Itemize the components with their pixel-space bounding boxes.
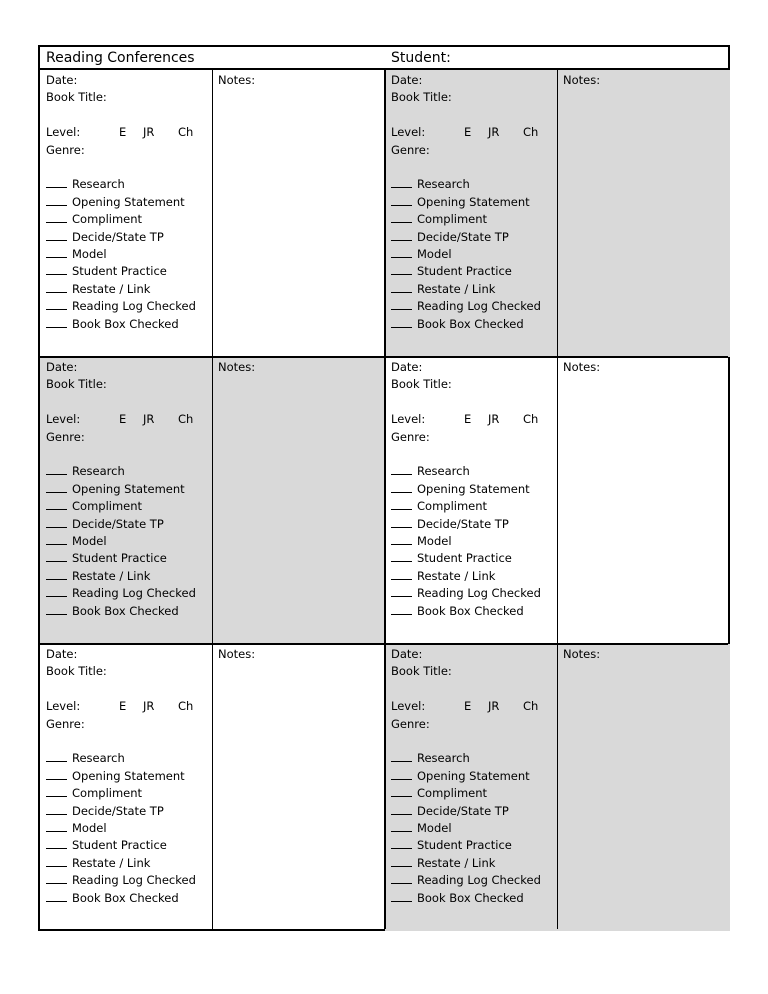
checklist-label: Compliment bbox=[417, 499, 488, 514]
checklist-label: Book Box Checked bbox=[417, 890, 524, 905]
level-option-e[interactable]: E bbox=[119, 125, 127, 140]
genre-field[interactable]: Genre: bbox=[391, 142, 430, 157]
notes-area-6[interactable] bbox=[558, 644, 730, 931]
check-blank[interactable] bbox=[391, 822, 412, 832]
check-blank[interactable] bbox=[391, 518, 412, 528]
checklist-item[interactable] bbox=[391, 768, 558, 785]
notes-area-2[interactable] bbox=[558, 70, 730, 357]
level-label: Level: bbox=[391, 125, 426, 140]
checklist-item[interactable] bbox=[46, 298, 213, 315]
check-blank[interactable] bbox=[391, 265, 412, 275]
checklist-item[interactable] bbox=[46, 837, 213, 854]
checklist-item[interactable] bbox=[391, 211, 558, 228]
checklist-label: Compliment bbox=[417, 212, 488, 227]
checklist-item[interactable] bbox=[391, 750, 558, 767]
checklist-label: Research bbox=[417, 751, 470, 766]
checklist-label: Restate / Link bbox=[417, 281, 496, 296]
conference-sheet bbox=[38, 45, 730, 931]
checklist-label: Opening Statement bbox=[72, 768, 185, 783]
student-label: Student: bbox=[391, 50, 451, 66]
checklist-label: Book Box Checked bbox=[72, 890, 179, 905]
checklist-label: Reading Log Checked bbox=[72, 299, 196, 314]
check-blank[interactable] bbox=[391, 300, 412, 310]
checklist-label: Book Box Checked bbox=[417, 603, 524, 618]
book-title-field[interactable]: Book Title: bbox=[46, 377, 107, 392]
checklist-item[interactable] bbox=[46, 246, 213, 263]
checklist-item[interactable] bbox=[391, 585, 558, 602]
book-title-field[interactable]: Book Title: bbox=[391, 90, 452, 105]
checklist-item[interactable] bbox=[391, 298, 558, 315]
checklist-label: Model bbox=[417, 247, 452, 262]
checklist-item[interactable] bbox=[391, 872, 558, 889]
check-blank[interactable] bbox=[46, 752, 67, 762]
level-option-jr[interactable]: JR bbox=[488, 412, 500, 427]
checklist-label: Opening Statement bbox=[72, 194, 185, 209]
check-blank[interactable] bbox=[391, 231, 412, 241]
level-option-ch[interactable]: Ch bbox=[178, 699, 194, 714]
check-blank[interactable] bbox=[46, 178, 67, 188]
checklist-label: Research bbox=[72, 464, 125, 479]
checklist-label: Reading Log Checked bbox=[417, 299, 541, 314]
check-blank[interactable] bbox=[46, 265, 67, 275]
checklist-label: Research bbox=[417, 177, 470, 192]
level-option-ch[interactable]: Ch bbox=[178, 412, 194, 427]
checklist-item[interactable] bbox=[46, 568, 213, 585]
notes-label: Notes: bbox=[218, 360, 256, 374]
checklist-label: Opening Statement bbox=[417, 768, 530, 783]
check-blank[interactable] bbox=[391, 874, 412, 884]
check-blank[interactable] bbox=[46, 300, 67, 310]
checklist-label: Decide/State TP bbox=[417, 229, 509, 244]
checklist-item[interactable] bbox=[46, 803, 213, 820]
check-blank[interactable] bbox=[391, 248, 412, 258]
genre-field[interactable]: Genre: bbox=[46, 716, 85, 731]
check-blank[interactable] bbox=[46, 483, 67, 493]
checklist-item[interactable] bbox=[46, 463, 213, 480]
level-label: Level: bbox=[46, 125, 81, 140]
date-field[interactable]: Date: bbox=[46, 73, 78, 87]
checklist-label: Restate / Link bbox=[417, 568, 496, 583]
column-divider bbox=[557, 70, 558, 929]
genre-field[interactable]: Genre: bbox=[391, 429, 430, 444]
checklist-label: Student Practice bbox=[417, 264, 512, 279]
checklist-item[interactable] bbox=[46, 281, 213, 298]
checklist-label: Research bbox=[72, 177, 125, 192]
checklist-item[interactable] bbox=[391, 533, 558, 550]
check-blank[interactable] bbox=[391, 283, 412, 293]
checklist-item[interactable] bbox=[46, 550, 213, 567]
book-title-field[interactable]: Book Title: bbox=[391, 664, 452, 679]
checklist-item[interactable] bbox=[46, 229, 213, 246]
date-field[interactable]: Date: bbox=[46, 647, 78, 661]
check-blank[interactable] bbox=[46, 500, 67, 510]
date-field[interactable]: Date: bbox=[391, 73, 423, 87]
checklist-item[interactable] bbox=[391, 837, 558, 854]
genre-field[interactable]: Genre: bbox=[46, 142, 85, 157]
check-blank[interactable] bbox=[391, 605, 412, 615]
checklist-item[interactable] bbox=[391, 229, 558, 246]
check-blank[interactable] bbox=[46, 535, 67, 545]
checklist-label: Reading Log Checked bbox=[417, 586, 541, 601]
check-blank[interactable] bbox=[46, 213, 67, 223]
checklist-item[interactable] bbox=[46, 585, 213, 602]
level-option-jr[interactable]: JR bbox=[488, 699, 500, 714]
level-selector[interactable] bbox=[46, 411, 213, 428]
checklist-item[interactable] bbox=[391, 246, 558, 263]
checklist-label: Student Practice bbox=[72, 264, 167, 279]
check-blank[interactable] bbox=[391, 857, 412, 867]
level-option-e[interactable]: E bbox=[119, 699, 127, 714]
checklist-item[interactable] bbox=[46, 194, 213, 211]
check-blank[interactable] bbox=[391, 892, 412, 902]
notes-label: Notes: bbox=[563, 647, 601, 661]
column-divider bbox=[212, 70, 213, 929]
checklist-label: Student Practice bbox=[72, 551, 167, 566]
checklist-item[interactable] bbox=[391, 603, 558, 620]
checklist-label: Reading Log Checked bbox=[72, 586, 196, 601]
check-blank[interactable] bbox=[391, 535, 412, 545]
checklist-label: Restate / Link bbox=[72, 281, 151, 296]
check-blank[interactable] bbox=[46, 892, 67, 902]
checklist-label: Model bbox=[417, 821, 452, 836]
row-divider bbox=[40, 356, 728, 358]
check-blank[interactable] bbox=[391, 196, 412, 206]
check-blank[interactable] bbox=[391, 587, 412, 597]
checklist-label: Book Box Checked bbox=[72, 316, 179, 331]
checklist-item[interactable] bbox=[391, 803, 558, 820]
checklist-label: Decide/State TP bbox=[72, 516, 164, 531]
checklist-item[interactable] bbox=[46, 176, 213, 193]
checklist-item[interactable] bbox=[391, 263, 558, 280]
checklist-item[interactable] bbox=[391, 281, 558, 298]
checklist-label: Restate / Link bbox=[72, 855, 151, 870]
check-blank[interactable] bbox=[391, 500, 412, 510]
checklist-item[interactable] bbox=[391, 568, 558, 585]
check-blank[interactable] bbox=[46, 318, 67, 328]
check-blank[interactable] bbox=[46, 518, 67, 528]
date-field[interactable]: Date: bbox=[391, 647, 423, 661]
checklist-label: Reading Log Checked bbox=[72, 873, 196, 888]
check-blank[interactable] bbox=[391, 570, 412, 580]
check-blank[interactable] bbox=[46, 552, 67, 562]
check-blank[interactable] bbox=[46, 822, 67, 832]
check-blank[interactable] bbox=[391, 483, 412, 493]
checklist-label: Model bbox=[72, 821, 107, 836]
level-option-ch[interactable]: Ch bbox=[523, 412, 539, 427]
level-option-jr[interactable]: JR bbox=[488, 125, 500, 140]
level-label: Level: bbox=[391, 412, 426, 427]
checklist-item[interactable] bbox=[391, 463, 558, 480]
check-blank[interactable] bbox=[391, 839, 412, 849]
checklist-item[interactable] bbox=[46, 263, 213, 280]
checklist-item[interactable] bbox=[46, 855, 213, 872]
checklist-item[interactable] bbox=[391, 820, 558, 837]
level-option-e[interactable]: E bbox=[464, 412, 472, 427]
checklist-label: Compliment bbox=[417, 786, 488, 801]
checklist-label: Model bbox=[72, 247, 107, 262]
check-blank[interactable] bbox=[391, 178, 412, 188]
level-option-jr[interactable]: JR bbox=[143, 412, 155, 427]
check-blank[interactable] bbox=[46, 605, 67, 615]
conference-form-4 bbox=[385, 357, 558, 644]
checklist-label: Model bbox=[72, 534, 107, 549]
check-blank[interactable] bbox=[46, 787, 67, 797]
level-selector[interactable] bbox=[391, 698, 558, 715]
check-blank[interactable] bbox=[46, 248, 67, 258]
checklist-label: Compliment bbox=[72, 212, 143, 227]
book-title-field[interactable]: Book Title: bbox=[391, 377, 452, 392]
checklist-item[interactable] bbox=[46, 872, 213, 889]
conference-form-3 bbox=[40, 357, 213, 644]
checklist-label: Decide/State TP bbox=[72, 803, 164, 818]
level-option-ch[interactable]: Ch bbox=[523, 699, 539, 714]
level-label: Level: bbox=[391, 699, 426, 714]
notes-area-3[interactable] bbox=[213, 357, 385, 644]
checklist-label: Decide/State TP bbox=[417, 803, 509, 818]
check-blank[interactable] bbox=[391, 770, 412, 780]
checklist-label: Compliment bbox=[72, 499, 143, 514]
check-blank[interactable] bbox=[391, 805, 412, 815]
check-blank[interactable] bbox=[391, 752, 412, 762]
level-option-jr[interactable]: JR bbox=[143, 699, 155, 714]
level-label: Level: bbox=[46, 412, 81, 427]
checklist-label: Decide/State TP bbox=[417, 516, 509, 531]
level-option-e[interactable]: E bbox=[464, 699, 472, 714]
column-divider bbox=[384, 70, 386, 929]
checklist-item[interactable] bbox=[46, 211, 213, 228]
book-title-field[interactable]: Book Title: bbox=[46, 664, 107, 679]
date-field[interactable]: Date: bbox=[391, 360, 423, 374]
notes-area-4[interactable] bbox=[558, 357, 730, 644]
checklist-item[interactable] bbox=[46, 533, 213, 550]
checklist-item[interactable] bbox=[391, 890, 558, 907]
check-blank[interactable] bbox=[391, 787, 412, 797]
sheet-header bbox=[40, 47, 728, 70]
level-selector[interactable] bbox=[46, 698, 213, 715]
conference-form-6 bbox=[385, 644, 558, 931]
checklist-item[interactable] bbox=[46, 785, 213, 802]
level-option-ch[interactable]: Ch bbox=[523, 125, 539, 140]
checklist-item[interactable] bbox=[391, 550, 558, 567]
checklist-item[interactable] bbox=[391, 316, 558, 333]
checklist-label: Decide/State TP bbox=[72, 229, 164, 244]
checklist-item[interactable] bbox=[46, 768, 213, 785]
check-blank[interactable] bbox=[391, 318, 412, 328]
checklist-item[interactable] bbox=[391, 516, 558, 533]
checklist-item[interactable] bbox=[46, 750, 213, 767]
check-blank[interactable] bbox=[46, 283, 67, 293]
checklist-label: Research bbox=[417, 464, 470, 479]
genre-field[interactable]: Genre: bbox=[46, 429, 85, 444]
checklist-label: Student Practice bbox=[72, 838, 167, 853]
level-selector[interactable] bbox=[391, 124, 558, 141]
check-blank[interactable] bbox=[46, 231, 67, 241]
check-blank[interactable] bbox=[391, 213, 412, 223]
level-selector[interactable] bbox=[46, 124, 213, 141]
checklist-label: Restate / Link bbox=[417, 855, 496, 870]
level-option-e[interactable]: E bbox=[119, 412, 127, 427]
checklist-label: Opening Statement bbox=[417, 481, 530, 496]
notes-area-1[interactable] bbox=[213, 70, 385, 357]
checklist-item[interactable] bbox=[391, 785, 558, 802]
checklist-label: Reading Log Checked bbox=[417, 873, 541, 888]
check-blank[interactable] bbox=[391, 465, 412, 475]
checklist-label: Model bbox=[417, 534, 452, 549]
level-option-e[interactable]: E bbox=[464, 125, 472, 140]
checklist-item[interactable] bbox=[391, 194, 558, 211]
checklist-label: Compliment bbox=[72, 786, 143, 801]
checklist-item[interactable] bbox=[391, 498, 558, 515]
conference-form-2 bbox=[385, 70, 558, 357]
row-divider bbox=[40, 643, 728, 645]
check-blank[interactable] bbox=[46, 465, 67, 475]
check-blank[interactable] bbox=[46, 196, 67, 206]
checklist-item[interactable] bbox=[46, 820, 213, 837]
notes-label: Notes: bbox=[563, 360, 601, 374]
checklist-label: Opening Statement bbox=[72, 481, 185, 496]
level-option-ch[interactable]: Ch bbox=[178, 125, 194, 140]
check-blank[interactable] bbox=[46, 857, 67, 867]
level-option-jr[interactable]: JR bbox=[143, 125, 155, 140]
date-field[interactable]: Date: bbox=[46, 360, 78, 374]
checklist-item[interactable] bbox=[46, 516, 213, 533]
book-title-field[interactable]: Book Title: bbox=[46, 90, 107, 105]
page-title: Reading Conferences bbox=[46, 50, 195, 66]
notes-area-5[interactable] bbox=[213, 644, 385, 931]
checklist-item[interactable] bbox=[391, 176, 558, 193]
notes-label: Notes: bbox=[218, 73, 256, 87]
check-blank[interactable] bbox=[46, 587, 67, 597]
check-blank[interactable] bbox=[46, 805, 67, 815]
conference-form-5 bbox=[40, 644, 213, 931]
check-blank[interactable] bbox=[46, 570, 67, 580]
checklist-label: Research bbox=[72, 751, 125, 766]
checklist-item[interactable] bbox=[46, 481, 213, 498]
checklist-item[interactable] bbox=[391, 481, 558, 498]
checklist-item[interactable] bbox=[391, 855, 558, 872]
checklist-label: Book Box Checked bbox=[417, 316, 524, 331]
notes-label: Notes: bbox=[218, 647, 256, 661]
check-blank[interactable] bbox=[391, 552, 412, 562]
checklist-item[interactable] bbox=[46, 498, 213, 515]
conference-form-1 bbox=[40, 70, 213, 357]
genre-field[interactable]: Genre: bbox=[391, 716, 430, 731]
level-label: Level: bbox=[46, 699, 81, 714]
checklist-item[interactable] bbox=[46, 890, 213, 907]
level-selector[interactable] bbox=[391, 411, 558, 428]
checklist-label: Student Practice bbox=[417, 551, 512, 566]
checklist-label: Restate / Link bbox=[72, 568, 151, 583]
checklist-item[interactable] bbox=[46, 603, 213, 620]
check-blank[interactable] bbox=[46, 839, 67, 849]
notes-label: Notes: bbox=[563, 73, 601, 87]
checklist-label: Book Box Checked bbox=[72, 603, 179, 618]
checklist-label: Student Practice bbox=[417, 838, 512, 853]
check-blank[interactable] bbox=[46, 874, 67, 884]
check-blank[interactable] bbox=[46, 770, 67, 780]
checklist-item[interactable] bbox=[46, 316, 213, 333]
checklist-label: Opening Statement bbox=[417, 194, 530, 209]
